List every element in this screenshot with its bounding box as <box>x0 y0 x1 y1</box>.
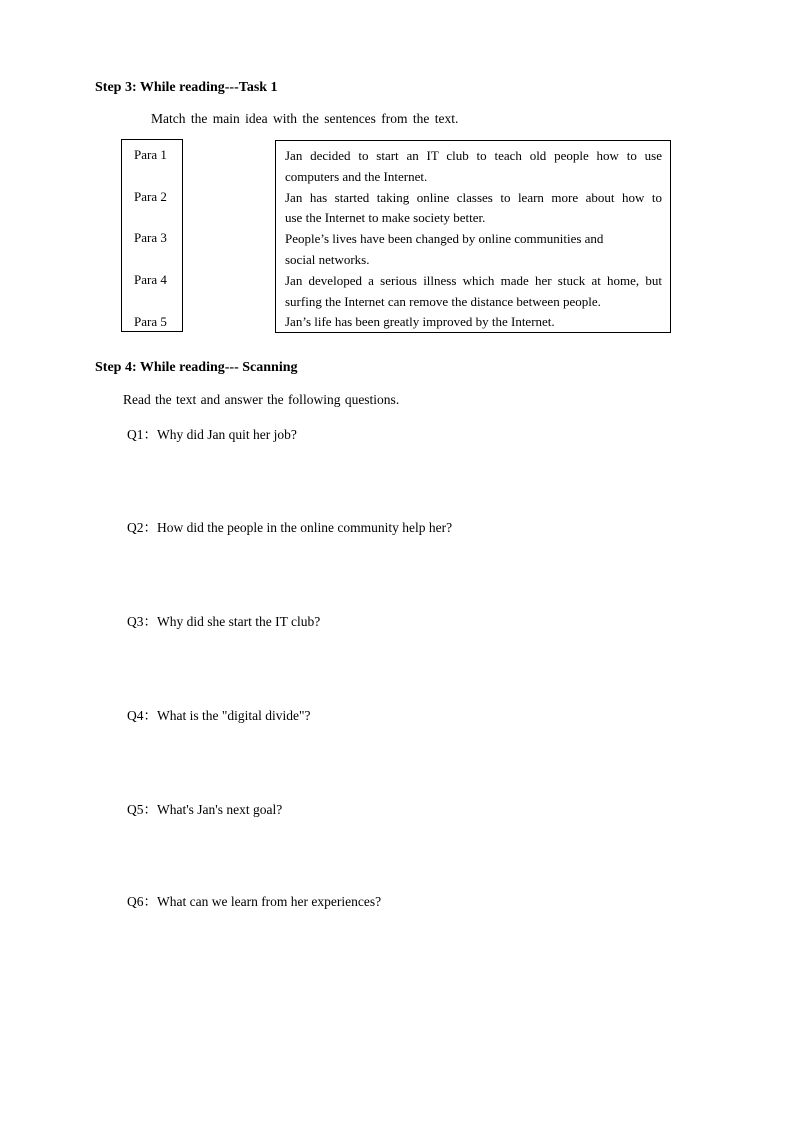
para-list-box <box>121 139 183 332</box>
question-5: Q5：What's Jan's next goal? <box>127 802 283 817</box>
para-label: Para 1 <box>134 147 167 162</box>
sentence-list-box <box>275 140 671 333</box>
question-4: Q4：What is the "digital divide"? <box>127 708 311 723</box>
sentence-line: Jan has started taking online classes to learn more about how to <box>285 189 662 205</box>
step3-heading: Step 3: While reading---Task 1 <box>95 80 278 95</box>
sentence-line: Jan decided to start an IT club to teach old people how to use <box>285 148 662 163</box>
question-3: Q3：Why did she start the IT club? <box>127 614 321 629</box>
question-1: Q1：Why did Jan quit her job? <box>127 427 297 442</box>
question-2: Q2：How did the people in the online community help her? <box>127 520 453 535</box>
sentence-line: use the Internet to make society better. <box>285 210 486 226</box>
step4-heading: Step 4: While reading--- Scanning <box>95 360 298 375</box>
sentence-line: Jan’s life has been greatly improved by the Internet. <box>285 314 555 330</box>
question-6: Q6：What can we learn from her experiences? <box>127 894 382 909</box>
para-label: Para 3 <box>134 230 167 245</box>
step3-instruction: Match the main idea with the sentences from the text. <box>151 111 459 126</box>
sentence-line: social networks. <box>285 251 370 267</box>
sentence-line: People’s lives have been changed by online communities and <box>285 231 604 247</box>
step4-instruction: Read the text and answer the following questions. <box>123 392 400 407</box>
sentence-item <box>285 146 662 333</box>
sentence-line: computers and the Internet. <box>285 168 428 184</box>
sentence-line: surfing the Internet can remove the distance between people. <box>285 293 601 309</box>
para-label: Para 2 <box>134 189 167 204</box>
para-label: Para 4 <box>134 272 167 287</box>
para-label: Para 5 <box>134 314 167 329</box>
sentence-line: Jan developed a serious illness which made her stuck at home, but <box>285 272 662 288</box>
